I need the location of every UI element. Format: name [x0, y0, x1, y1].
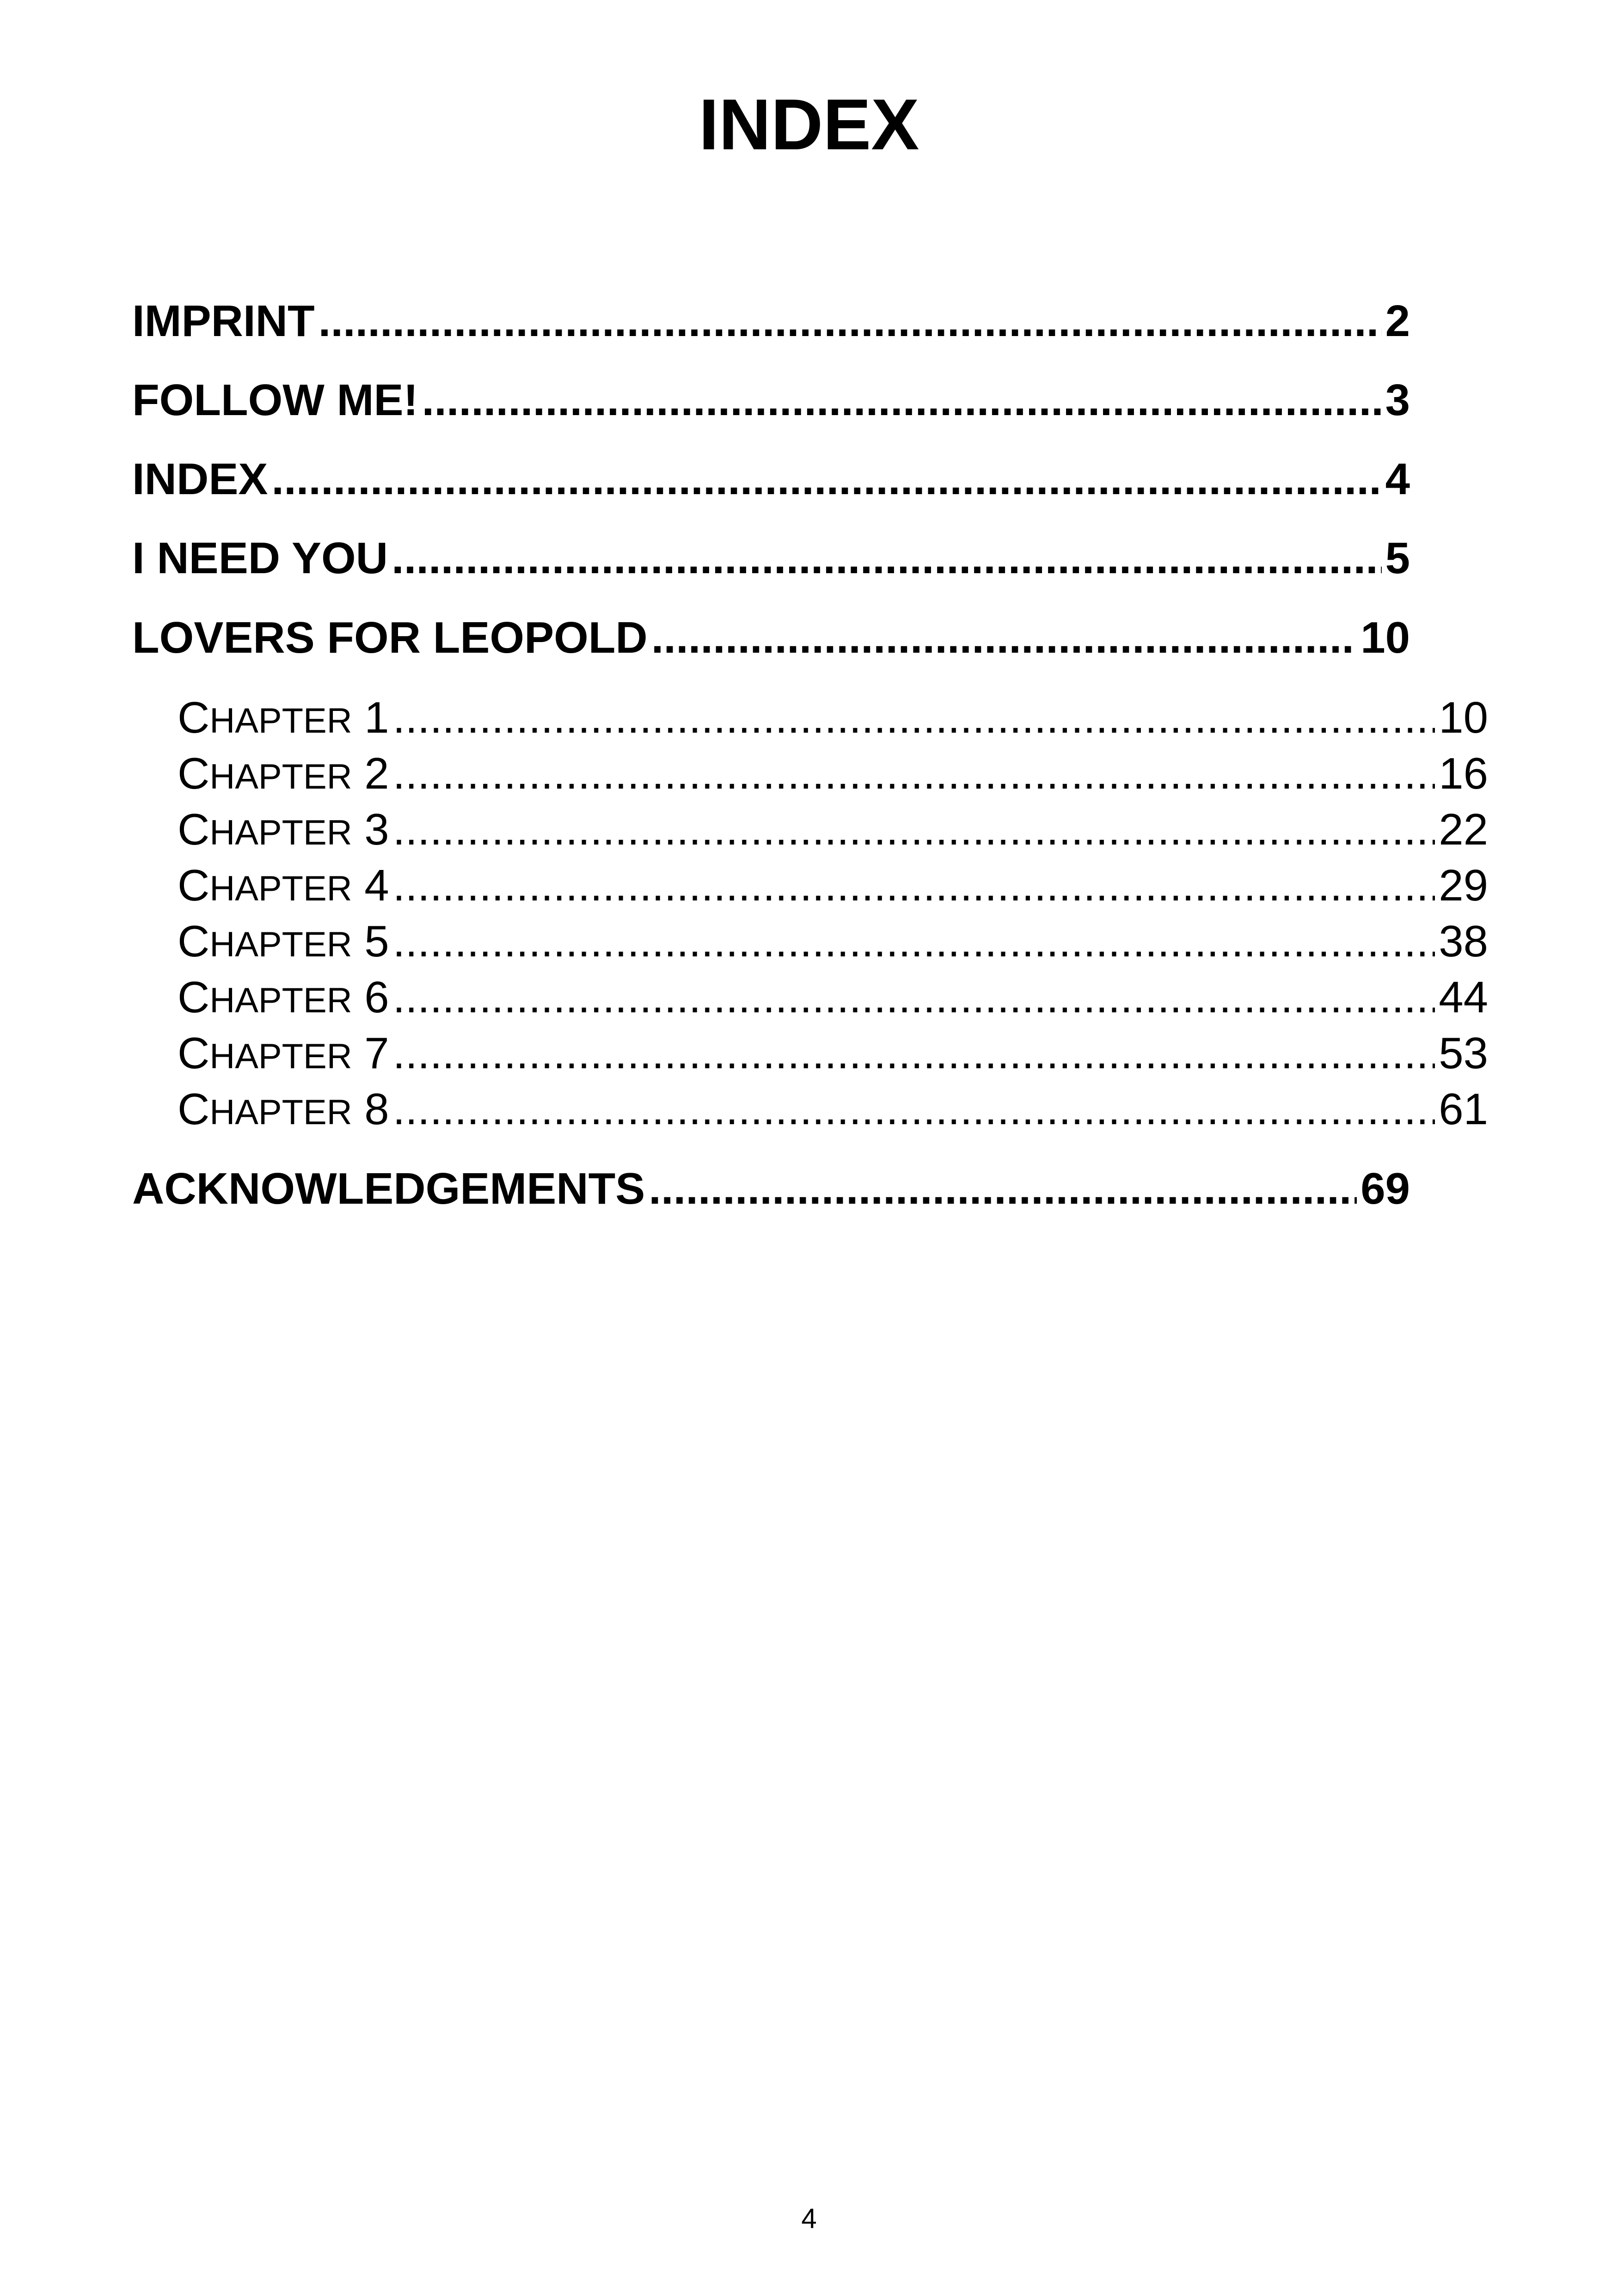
dot-leader [649, 1159, 1357, 1219]
dot-leader [393, 692, 1435, 743]
toc-chapter-7[interactable] [178, 1028, 1488, 1079]
toc-chapter-label: CHAPTER 4 [178, 861, 389, 910]
toc-chapter-page: 10 [1439, 693, 1488, 742]
toc-chapter-page: 53 [1439, 1029, 1488, 1078]
toc-chapter-2[interactable] [178, 748, 1488, 799]
toc-chapter-6[interactable] [178, 972, 1488, 1023]
dot-leader [392, 528, 1382, 588]
dot-leader [393, 1028, 1435, 1079]
toc-chapter-label: CHAPTER 3 [178, 805, 389, 854]
page-title: INDEX [699, 85, 919, 165]
toc-chapter-page: 16 [1439, 749, 1488, 798]
dot-leader [393, 860, 1435, 911]
toc-entry-page: 4 [1385, 454, 1410, 504]
toc-entry-page: 5 [1385, 533, 1410, 583]
toc-chapter-label: CHAPTER 6 [178, 973, 389, 1022]
toc-chapter-label: CHAPTER 2 [178, 749, 389, 798]
toc-entry-page: 10 [1361, 613, 1410, 662]
toc-chapter-page: 44 [1439, 973, 1488, 1022]
dot-leader [393, 748, 1435, 799]
toc-chapter-page: 61 [1439, 1084, 1488, 1134]
toc-chapter-page: 38 [1439, 917, 1488, 966]
dot-leader [651, 608, 1357, 668]
toc-chapter-label: CHAPTER 5 [178, 917, 389, 966]
toc-entry-page: 3 [1385, 375, 1410, 425]
toc-entry-acknowledgements[interactable] [132, 1159, 1410, 1219]
toc-entry-label: ACKNOWLEDGEMENTS [132, 1164, 645, 1213]
toc-entry-page: 2 [1385, 296, 1410, 346]
toc-entry-index[interactable] [132, 449, 1410, 509]
toc-chapter-label: CHAPTER 8 [178, 1084, 389, 1134]
dot-leader [393, 972, 1435, 1023]
toc-entry-label: IMPRINT [132, 296, 315, 346]
toc-chapter-4[interactable] [178, 860, 1488, 911]
dot-leader [393, 1084, 1435, 1135]
toc-chapter-label: CHAPTER 7 [178, 1029, 389, 1078]
toc-entry-label: LOVERS FOR LEOPOLD [132, 613, 648, 662]
dot-leader [271, 449, 1381, 509]
toc-entry-page: 69 [1361, 1164, 1410, 1213]
toc-entry-i-need-you[interactable] [132, 528, 1410, 588]
toc-entry-follow-me[interactable] [132, 370, 1410, 430]
toc-entry-label: INDEX [132, 454, 268, 504]
toc-chapter-1[interactable] [178, 692, 1488, 743]
toc-chapter-label: CHAPTER 1 [178, 693, 389, 742]
toc-entry-imprint[interactable] [132, 291, 1410, 351]
dot-leader [422, 370, 1382, 430]
toc-entry-label: I NEED YOU [132, 533, 388, 583]
toc-chapter-page: 29 [1439, 861, 1488, 910]
toc-chapter-5[interactable] [178, 916, 1488, 967]
page-number: 4 [801, 2203, 817, 2234]
dot-leader [319, 291, 1382, 351]
toc-entry-lovers-for-leopold[interactable] [132, 608, 1410, 668]
toc-chapter-3[interactable] [178, 804, 1488, 855]
toc-entry-label: FOLLOW ME! [132, 375, 418, 425]
toc-chapter-page: 22 [1439, 805, 1488, 854]
dot-leader [393, 916, 1435, 967]
toc-chapter-8[interactable] [178, 1084, 1488, 1135]
dot-leader [393, 804, 1435, 855]
